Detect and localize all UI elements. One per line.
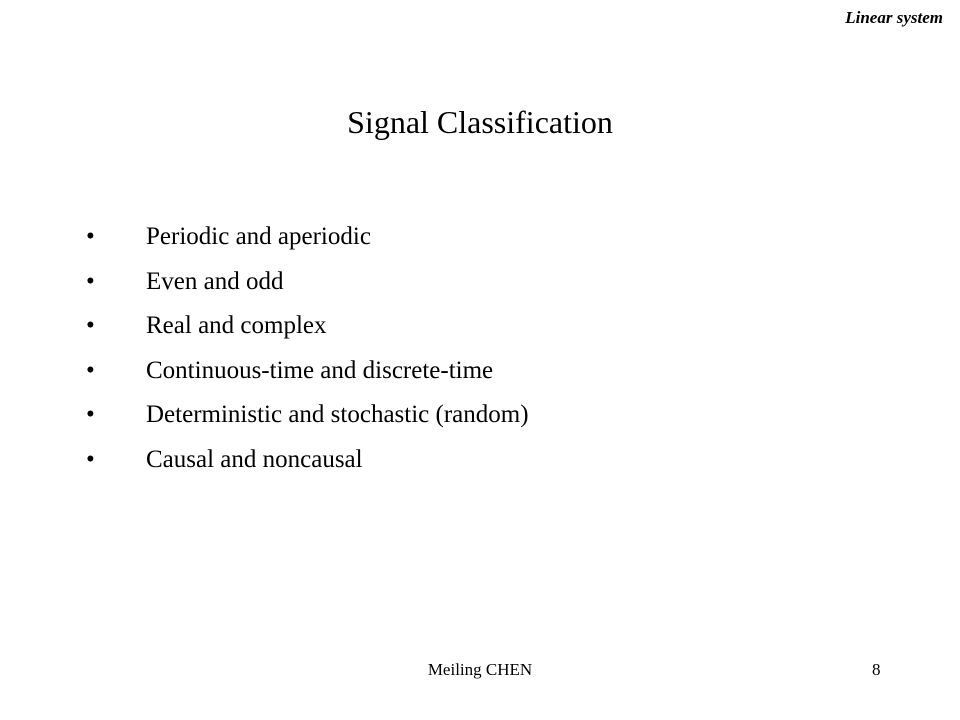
footer-author: Meiling CHEN: [427, 660, 533, 679]
header-tag: Linear system: [845, 8, 943, 27]
bullet-text: Periodic and aperiodic: [146, 223, 371, 250]
bullet-icon: •: [86, 267, 95, 295]
bullet-icon: •: [86, 356, 95, 384]
bullet-text: Continuous-time and discrete-time: [146, 356, 494, 384]
bullet-text: Real and complex: [146, 312, 327, 340]
bullet-icon: •: [86, 445, 95, 473]
bullet-icon: •: [86, 401, 95, 429]
bullet-icon: •: [86, 312, 95, 340]
bullet-text: Causal and noncausal: [146, 445, 363, 473]
slide-title: Signal Classification: [347, 104, 613, 140]
bullet-text: Deterministic and stochastic (random): [146, 401, 529, 429]
bullet-icon: •: [86, 223, 95, 250]
bullet-text: Even and odd: [146, 267, 284, 295]
page-number: 8: [872, 660, 881, 679]
